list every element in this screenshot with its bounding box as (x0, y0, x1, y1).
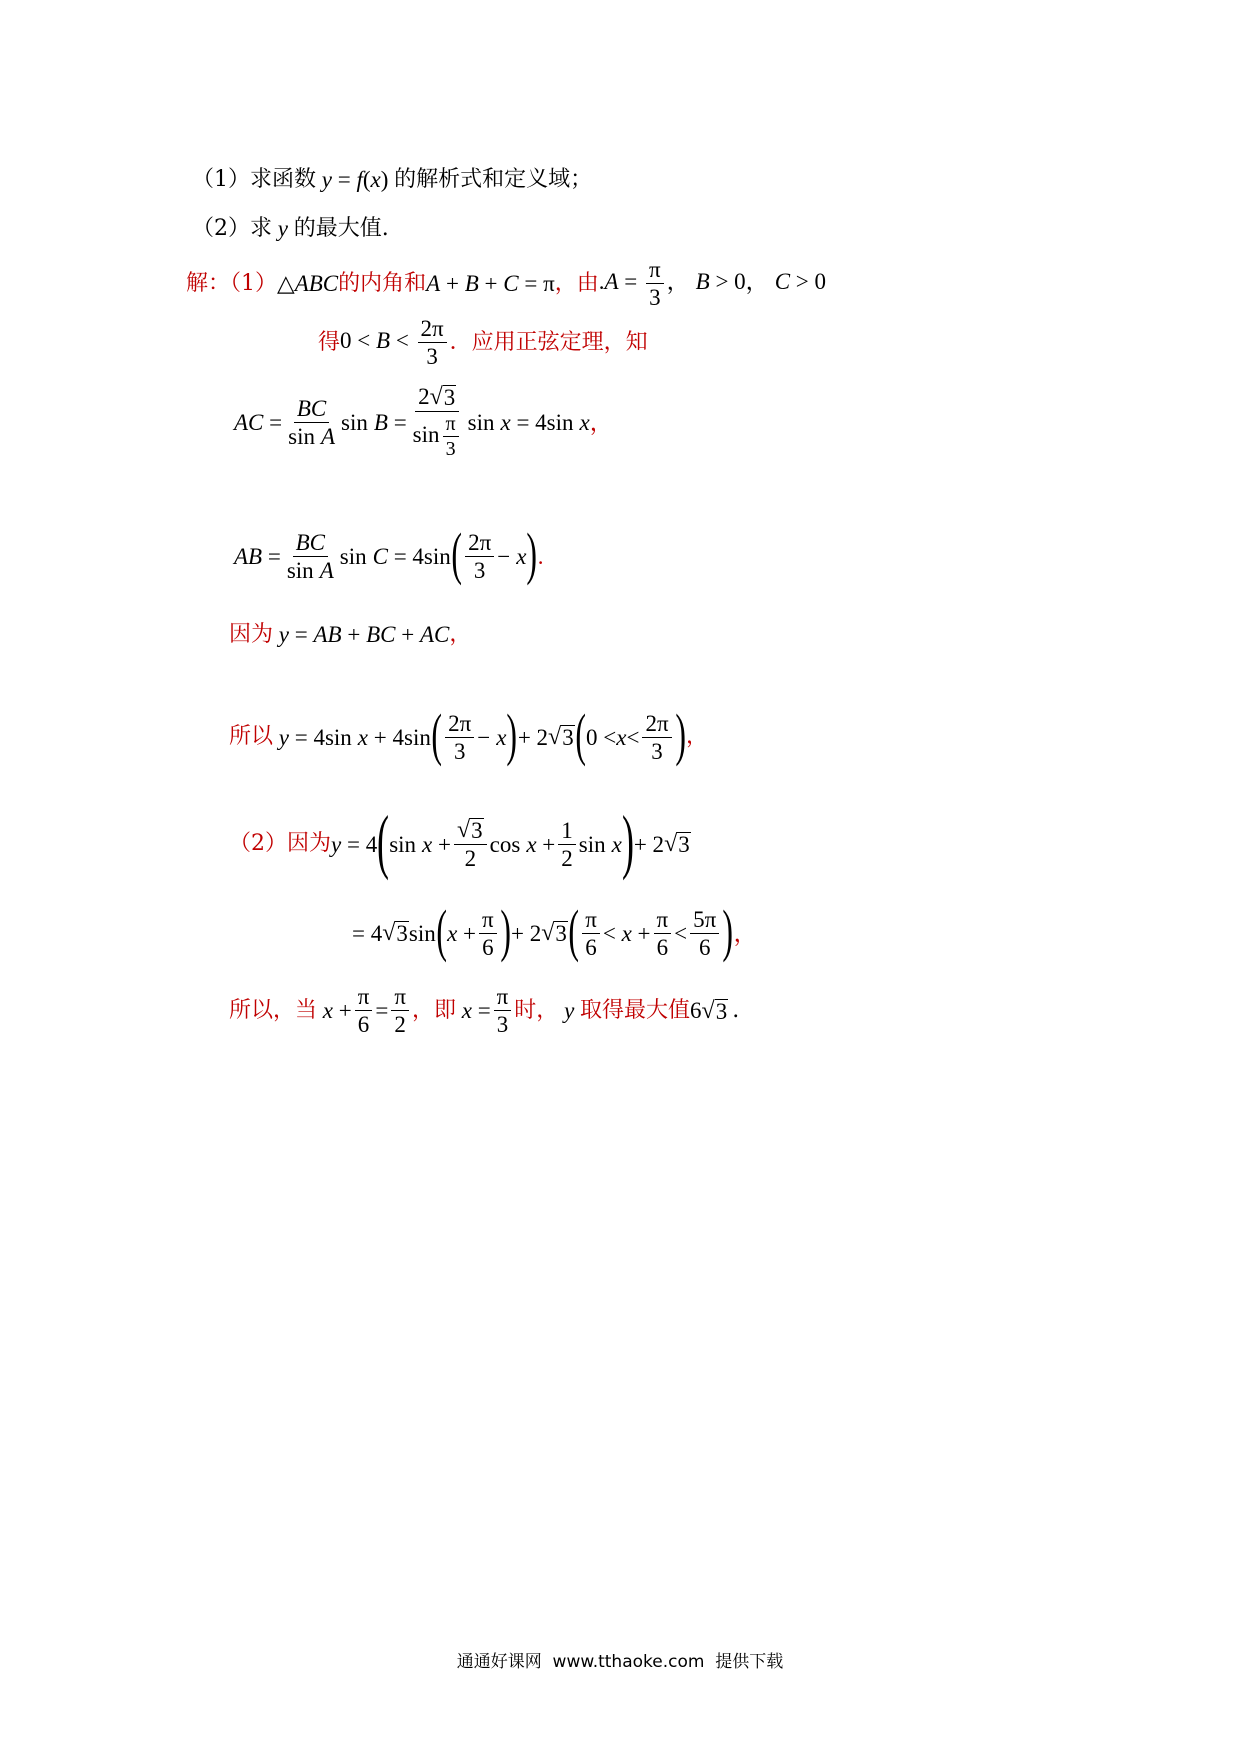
math-x-eq-pi3: x = $\frac{\pi}{3}$ (456, 985, 514, 1036)
question-1-prefix: （1）求函数 (192, 166, 316, 192)
solution-conclusion (229, 985, 739, 1036)
math-y-sum: y = AB + BC + AC (278, 622, 450, 647)
math-a-eq-pi3: .A = $\frac{\pi}{3}$ ， B > 0， C > 0 (598, 257, 827, 310)
math-ac-formula: AC = $\frac{BC}{\text{sin A}}$ sin B = 2 √ 3 sin $\frac{\pi}{3}$ sin x = 4sin x ， (234, 384, 613, 460)
solution-therefore: 所以 (229, 724, 274, 749)
solution-part2-because: （2）因为 (229, 831, 331, 856)
solution-line-1 (186, 258, 826, 309)
comma-ac: ， (589, 409, 613, 435)
question-2-prefix: （2）求 (192, 215, 272, 241)
solution-line-because (229, 623, 471, 646)
math-b-range: 0 < B < $\frac{2\pi}{3}$ (340, 317, 450, 368)
math-x-plus-pi6: x + $\frac{\pi}{6}$ = $\frac{\pi}{2}$ (317, 985, 412, 1036)
question-2-suffix: 的最大值. (293, 215, 389, 241)
math-ab-formula: AB = $\frac{BC}{\text{sin A}}$ sin C = 4sin ( $\frac{2\pi}{3}$ − x ) . (234, 521, 544, 586)
footer-url: www.tthaoke.com (552, 1652, 705, 1672)
footer-site-name: 通通好课网 (456, 1652, 542, 1672)
solution-because: 因为 (229, 621, 274, 647)
math-part2-expression: y = 4 ( sin x + √ 3 2 cos x + $\frac{1}{2}$ sin x ) + 2 √ 3 (331, 801, 690, 881)
footer-download: 提供下载 (715, 1652, 784, 1672)
solution-therefore-when: 所以，当 (229, 997, 318, 1023)
math-y-expression: y = 4sin x + 4sin ( $\frac{2\pi}{3}$ − x ) + 2 √ 3 ( 0 < x < $\frac{2\pi}{3}$ ) (278, 702, 686, 767)
solution-line-2 (318, 317, 648, 368)
math-angle-sum: A + B + C = π (426, 271, 555, 296)
comma-therefore: ， (685, 724, 708, 749)
math-y: y (272, 216, 294, 241)
comma-part2: ， (733, 920, 757, 946)
math-triangle-abc: △ABC (277, 271, 339, 296)
period-conclusion: . (732, 997, 740, 1023)
period-ab: . (537, 543, 544, 569)
solution-gets-max: 取得最大值 (580, 997, 691, 1023)
question-2 (192, 217, 389, 240)
question-1 (192, 168, 592, 191)
solution-sine-rule: ．应用正弦定理，知 (449, 329, 648, 355)
solution-when: 时， (514, 997, 559, 1023)
solution-angles-text: 的内角和 (338, 270, 427, 296)
page-footer (0, 1647, 1240, 1672)
solution-de: 得 (318, 329, 341, 355)
math-max-value: 6 √ 3 (690, 997, 728, 1024)
solution-comma-you: ，由 (554, 270, 599, 296)
solution-namely: ，即 (411, 997, 456, 1023)
comma-because: ， (449, 621, 472, 647)
math-y-final: y (558, 998, 581, 1023)
question-1-suffix: 的解析式和定义域； (394, 166, 593, 192)
solution-part-2 (229, 801, 691, 881)
solution-line-therefore (229, 702, 708, 767)
math-y-eq-fx: y = f(x) (321, 167, 395, 192)
math-part2-simplified: = 4 √ 3 sin ( x + $\frac{\pi}{6}$ ) + 2 √ 3 ( $\frac{\pi}{6}$ < x + $\frac{\pi}{6}$ < $\frac{5\pi}{6}$ ) ， (352, 898, 757, 963)
solution-intro: 解：（1） (186, 270, 277, 296)
